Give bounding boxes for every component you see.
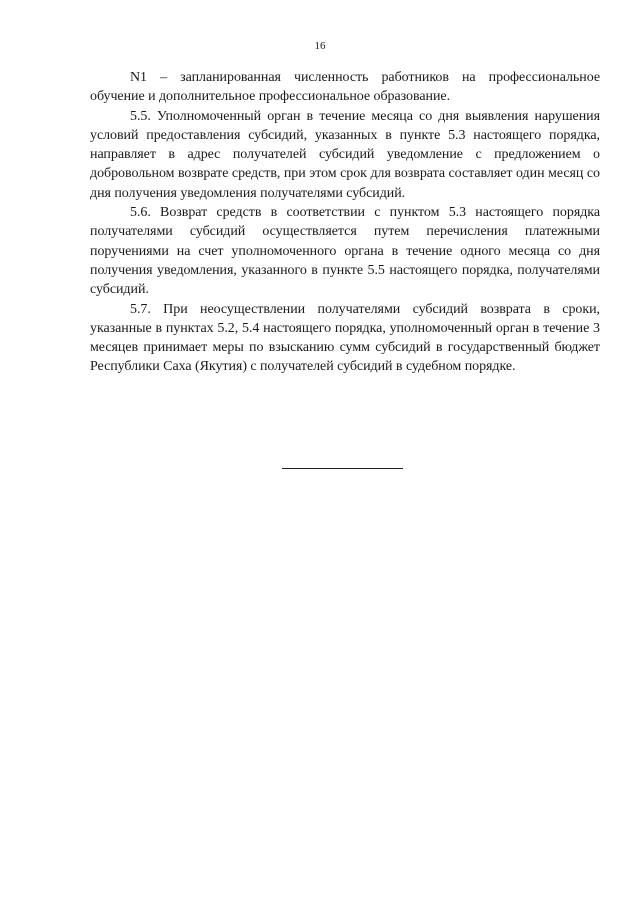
paragraph-5-5 (90, 107, 600, 203)
variable-n1: N1 (130, 70, 148, 85)
paragraph-text: 5.7. При неосуществлении получателями субсидий возврата в сроки, указанные в пунктах 5.2, 5.4 настоящего порядка, уполномоченный орган в течение 3 месяцев принимает меры по взысканию сумм субсидий в государственный бюджет Республики Саха (Якутия) с получателей субсидий в судебном порядке. (90, 301, 600, 375)
paragraph-5-7 (90, 300, 600, 377)
document-body (90, 68, 600, 377)
paragraph-text: 5.5. Уполномоченный орган в течение месяца со дня выявления нарушения условий предоставления субсидий, указанных в пункте 5.3 настоящего порядка, направляет в адрес получателей субсидий уведомление с предложением о добровольном возврате средств, при этом срок для возврата составляет один месяц со дня получения уведомления получателями субсидий. (90, 108, 600, 201)
paragraph-5-6 (90, 203, 600, 299)
page-number: 16 (314, 40, 326, 52)
paragraph-n1-definition (90, 68, 600, 107)
paragraph-text: 5.6. Возврат средств в соответствии с пунктом 5.3 настоящего порядка получателями субсидий осуществляется путем перечисления платежными поручениями на счет уполномоченного органа в течение одного месяца со дня получения уведомления, указанного в пункте 5.5 настоящего порядка, получателями субсидий. (90, 205, 600, 298)
closing-divider-line (282, 468, 403, 469)
paragraph-text: – запланированная численность работников на профессиональное обучение и дополнительное профессиональное образование. (90, 70, 600, 105)
